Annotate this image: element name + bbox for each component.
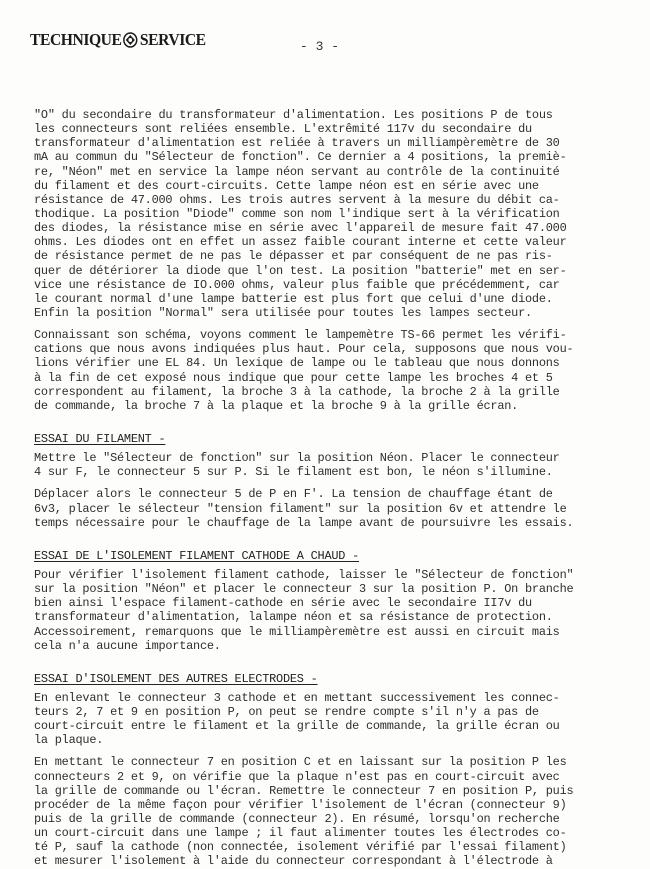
spacer bbox=[34, 653, 630, 672]
section-heading: ESSAI D'ISOLEMENT DES AUTRES ELECTRODES - bbox=[34, 671, 318, 686]
text-line: résistance de 47.000 ohms. Les trois autres servent à la mesure du débit ca- bbox=[34, 192, 560, 207]
spacer bbox=[34, 747, 630, 755]
text-line: Enfin la position "Normal" sera utilisée pour toutes les lampes secteur. bbox=[34, 305, 532, 320]
text-line: des diodes, la résistance mise en série avec l'appareil de mesure fait 47.000 bbox=[34, 221, 567, 236]
paragraph bbox=[34, 451, 630, 479]
paragraph bbox=[34, 568, 630, 653]
text-line: temps nécessaire pour le chauffage de la lampe avant de poursuivre les essais. bbox=[34, 515, 574, 530]
section-heading: ESSAI DU FILAMENT - bbox=[34, 431, 166, 446]
text-line: et mesurer l'isolement à l'aide du connecteur correspondant à l'électrode à bbox=[34, 854, 553, 869]
paragraph bbox=[34, 755, 630, 868]
text-line: Déplacer alors le connecteur 5 de P en F'. La tension de chauffage étant de bbox=[34, 487, 553, 502]
text-line: connecteurs 2 et 9, on vérifie que la plaque n'est pas en court-circuit avec bbox=[34, 769, 560, 784]
section-heading: ESSAI DE L'ISOLEMENT FILAMENT CATHODE A CHAUD - bbox=[34, 548, 360, 563]
spacer bbox=[34, 413, 630, 432]
text-line: court-circuit entre le filament et la grille de commande, la grille écran ou bbox=[34, 719, 560, 734]
text-line: thodique. La position "Diode" comme son nom l'indique sert à la vérification bbox=[34, 206, 560, 221]
text-line: un court-circuit dans une lampe ; il faut alimenter toutes les électrodes co- bbox=[34, 826, 567, 841]
spacer bbox=[34, 530, 630, 549]
text-line: ohms. Les diodes ont en effet un assez faible courant interne et cette valeur bbox=[34, 235, 567, 250]
text-line: Pour vérifier l'isolement filament cathode, laisser le "Sélecteur de fonction" bbox=[34, 567, 574, 582]
text-line: correspondent au filament, la broche 3 à la cathode, la broche 2 à la grille bbox=[34, 384, 560, 399]
text-line: mA au commun du "Sélecteur de fonction". Ce dernier a 4 positions, la premiè- bbox=[34, 150, 567, 165]
text-line: quer de détériorer la diode que l'on test. La position "batterie" met en ser- bbox=[34, 263, 567, 278]
logo-text-left: TECHNIQUE bbox=[30, 30, 122, 49]
text-line: lions vérifier une EL 84. Un lexique de lampe ou le tableau que nous donnons bbox=[34, 356, 560, 371]
text-line: vice une résistance de IO.000 ohms, valeur plus faible que précédemment, car bbox=[34, 277, 560, 292]
paragraph bbox=[34, 328, 630, 413]
spacer bbox=[34, 479, 630, 487]
text-line: le courant normal d'une lampe batterie est plus fort que celui d'une diode. bbox=[34, 291, 553, 306]
text-line: teurs 2, 7 et 9 en position P, on peut se rendre compte s'il n'y a pas de bbox=[34, 705, 539, 720]
text-line: "O" du secondaire du transformateur d'alimentation. Les positions P de tous bbox=[34, 108, 553, 122]
text-line: de commande, la broche 7 à la plaque et la broche 9 à la grille écran. bbox=[34, 398, 519, 413]
text-line: En mettant le connecteur 7 en position C et en laissant sur la position P les bbox=[34, 755, 567, 770]
paragraph bbox=[34, 691, 630, 748]
text-line: sur la position "Néon" et placer le connecteur 3 sur la position P. On branche bbox=[34, 582, 574, 597]
text-line: 6v3, placer le sélecteur "tension filament" sur la position 6v et attendre le bbox=[34, 501, 567, 516]
text-line: Connaissant son schéma, voyons comment le lampemètre TS-66 permet les vérifi- bbox=[34, 328, 567, 343]
text-line: Mettre le "Sélecteur de fonction" sur la position Néon. Placer le connecteur bbox=[34, 451, 560, 466]
text-line: la grille de commande ou l'écran. Remettre le connecteur 7 en position P, puis bbox=[34, 783, 574, 798]
text-line: la plaque. bbox=[34, 733, 104, 748]
text-line: re, "Néon" met en service la lampe néon servant au contrôle de la continuité bbox=[34, 164, 560, 179]
logo-emblem-icon bbox=[123, 32, 138, 48]
technique-service-logo bbox=[30, 30, 206, 50]
text-line: du filament et des court-circuits. Cette lampe néon est en série avec une bbox=[34, 178, 539, 193]
text-line: procéder de la même façon pour vérifier l'isolement de l'écran (connecteur 9) bbox=[34, 797, 567, 812]
text-line: transformateur d'alimentation, lalampe néon et sa résistance de protection. bbox=[34, 610, 553, 625]
text-line: de résistance permet de ne pas le dépasser et par conséquent de ne pas ris- bbox=[34, 249, 553, 264]
paragraph bbox=[34, 108, 630, 320]
document-body bbox=[34, 108, 630, 869]
text-line: En enlevant le connecteur 3 cathode et en mettant successivement les connec- bbox=[34, 690, 560, 705]
text-line: 4 sur F, le connecteur 5 sur P. Si le filament est bon, le néon s'illumine. bbox=[34, 465, 553, 480]
text-line: puis de la grille de commande (connecteur 2). En résumé, lorsqu'on recherche bbox=[34, 812, 560, 827]
text-line: bien ainsi l'espace filament-cathode en série avec le secondaire II7v du bbox=[34, 596, 532, 611]
text-line: Accessoirement, remarquons que le milliampèremètre est aussi en circuit mais bbox=[34, 624, 560, 639]
logo-text-right: SERVICE bbox=[139, 30, 206, 49]
text-line: les connecteurs sont reliées ensemble. L'extrêmité 117v du secondaire du bbox=[34, 122, 532, 137]
text-line: à la fin de cet exposé nous indique que pour cette lampe les broches 4 et 5 bbox=[34, 370, 553, 385]
text-line: cations que nous avons indiquées plus haut. Pour cela, supposons que nous vou- bbox=[34, 342, 574, 357]
text-line: té P, sauf la cathode (non connectée, isolement vérifié par l'essai filament) bbox=[34, 840, 567, 855]
page-number: - 3 - bbox=[300, 39, 340, 54]
text-line: transformateur d'alimentation est reliée à travers un milliampèremètre de 30 bbox=[34, 136, 560, 151]
spacer bbox=[34, 320, 630, 328]
paragraph bbox=[34, 487, 630, 529]
text-line: cela n'a aucune importance. bbox=[34, 638, 221, 653]
